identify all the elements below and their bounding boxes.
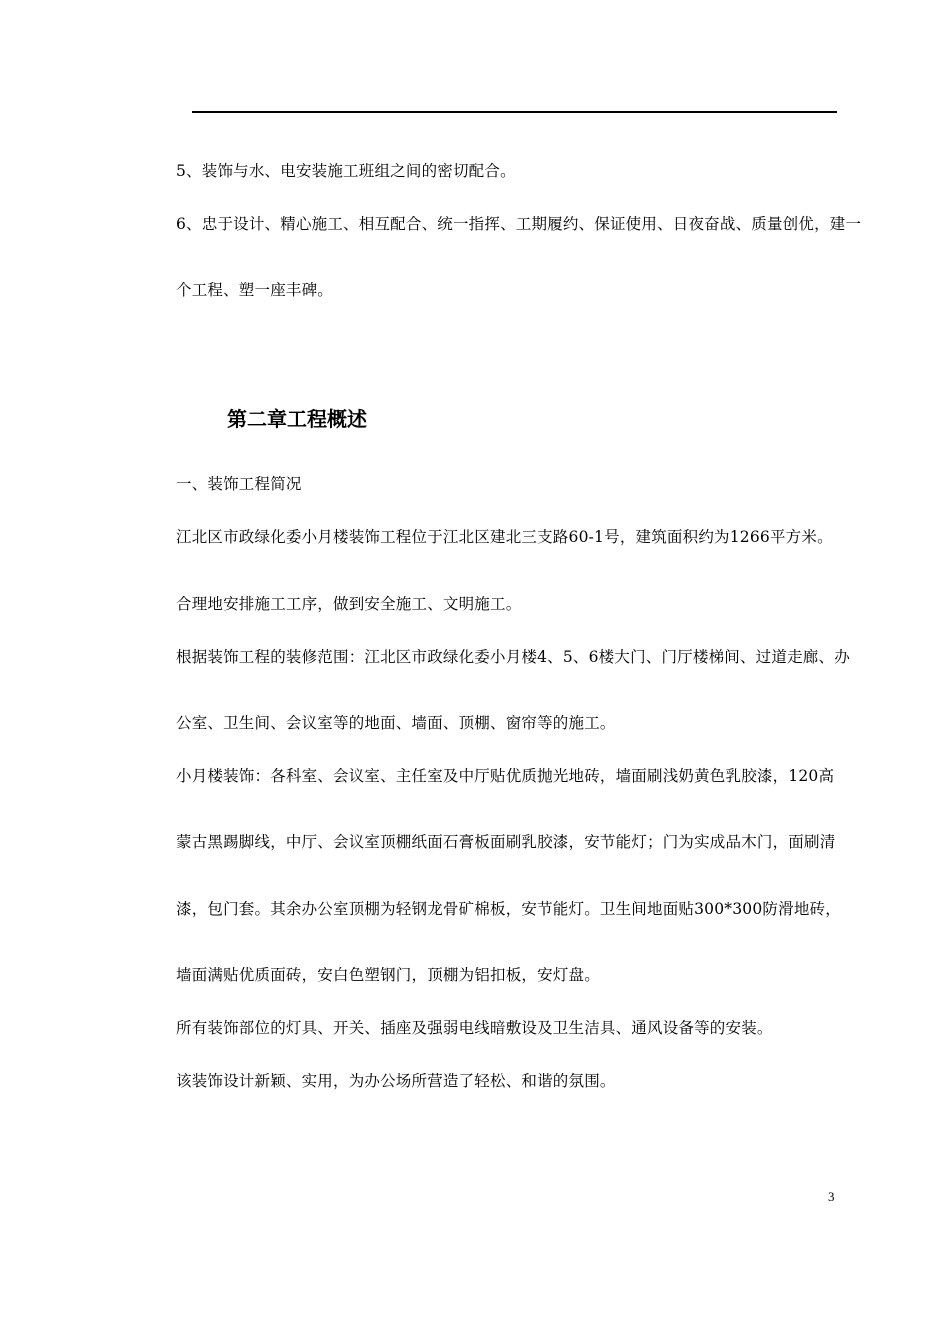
paragraph-line: 江北区市政绿化委小月楼装饰工程位于江北区建北三支路60-1号，建筑面积约为1266平方米。: [176, 528, 833, 546]
intro-item-5: 5、装饰与水、电安装施工班组之间的密切配合。: [176, 162, 516, 180]
intro-item-6-continued: 个工程、塑一座丰碑。: [176, 281, 334, 299]
paragraph-line: 墙面满贴优质面砖，安白色塑钢门，顶棚为铝扣板，安灯盘。: [176, 966, 600, 984]
paragraph-line: 公室、卫生间、会议室等的地面、墙面、顶棚、窗帘等的施工。: [176, 714, 616, 732]
paragraph-line: 该装饰设计新颖、实用，为办公场所营造了轻松、和谐的氛围。: [176, 1072, 616, 1090]
intro-item-6: 6、忠于设计、精心施工、相互配合、统一指挥、工期履约、保证使用、日夜奋战、质量创优，建一: [176, 215, 862, 233]
paragraph-line: 小月楼装饰：各科室、会议室、主任室及中厅贴优质抛光地砖，墙面刷浅奶黄色乳胶漆，120高: [176, 767, 835, 785]
paragraph-line: 蒙古黑踢脚线，中厅、会议室顶棚纸面石膏板面刷乳胶漆，安节能灯；门为实成品木门，面刷清: [176, 833, 836, 851]
header-rule: [192, 111, 837, 113]
paragraph-line: 所有装饰部位的灯具、开关、插座及强弱电线暗敷设及卫生洁具、通风设备等的安装。: [176, 1019, 773, 1037]
paragraph-line: 根据装饰工程的装修范围：江北区市政绿化委小月楼4、5、6楼大门、门厅楼梯间、过道走廊、办: [176, 648, 850, 666]
paragraph-line: 合理地安排施工工序，做到安全施工、文明施工。: [176, 595, 522, 613]
page-number: 3: [828, 1189, 835, 1204]
paragraph-line: 漆，包门套。其余办公室顶棚为轻钢龙骨矿棉板，安节能灯。卫生间地面贴300*300防滑地砖，: [176, 900, 841, 918]
chapter-title: 第二章工程概述: [227, 407, 367, 431]
section-title: 一、装饰工程简况: [176, 475, 302, 493]
